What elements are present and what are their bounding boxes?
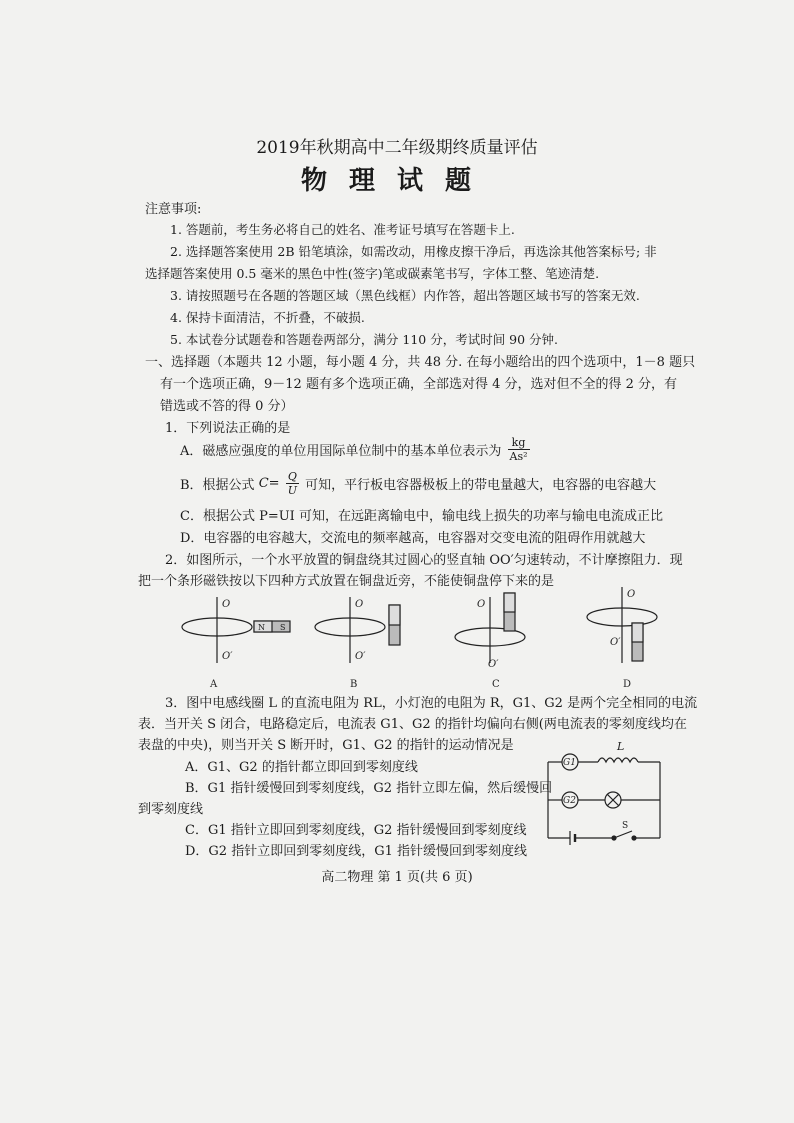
magnet-n: N <box>258 623 265 632</box>
figure-label-d: D <box>623 679 632 690</box>
axis-label-bottom: O′ <box>610 637 621 648</box>
figure-label-b: B <box>350 679 358 690</box>
q2-stem: 把一个条形磁铁按以下四种方式放置在铜盘近旁，不能使铜盘停下来的是 <box>138 574 555 589</box>
subject-title: 物理试题 <box>300 166 493 196</box>
switch-label: S <box>622 821 629 831</box>
q3-option-d: D．G2 指针立即回到零刻度线，G1 指针缓慢回到零刻度线 <box>185 844 527 859</box>
axis-label-top: O <box>477 599 486 610</box>
q1-option-b-text: B．根据公式 <box>180 478 255 493</box>
q1-formula-fraction <box>286 470 299 497</box>
switch-blade <box>614 831 632 838</box>
section-instructions: 错选或不答的得 0 分） <box>160 399 294 414</box>
note-item: 4. 保持卡面清洁，不折叠，不破损. <box>170 310 365 325</box>
circuit-diagram <box>540 738 670 850</box>
g2-label: G2 <box>563 796 576 806</box>
axis-label-bottom: O′ <box>222 651 233 662</box>
notes-heading: 注意事项: <box>145 202 202 217</box>
formula-equals: = <box>268 476 280 491</box>
fraction-denominator: U <box>287 484 297 497</box>
section-instructions: 有一个选项正确，9－12 题有多个选项正确，全部选对得 4 分，选对但不全的得 2 分，有 <box>160 377 678 392</box>
exam-title: 2019年秋期高中二年级期终质量评估 <box>256 138 538 158</box>
q1-stem: 1．下列说法正确的是 <box>165 421 291 436</box>
note-item: 2. 选择题答案使用 2B 铅笔填涂，如需改动，用橡皮擦干净后，再选涂其他答案标号; 非 <box>170 244 657 259</box>
formula-variable: C <box>258 476 269 491</box>
q1-option-b <box>180 470 656 497</box>
q3-option-b: B．G1 指针缓慢回到零刻度线，G2 指针立即左偏，然后缓慢回 <box>185 781 553 796</box>
q1-option-b-tail: 可知，平行板电容器极板上的带电量越大，电容器的电容越大 <box>305 478 657 493</box>
fraction-numerator: kg <box>508 436 530 450</box>
fraction-denominator: As² <box>509 450 528 463</box>
axis-label-top: O <box>355 599 364 610</box>
note-item: 5. 本试卷分试题卷和答题卷两部分，满分 110 分，考试时间 90 分钟. <box>170 332 559 347</box>
inductor-coil <box>598 758 638 762</box>
q1-option-a <box>180 436 532 463</box>
axis-label-bottom: O′ <box>488 659 499 670</box>
axis-label-top: O <box>222 599 231 610</box>
figure-label-c: C <box>492 679 500 690</box>
note-item: 3. 请按照题号在各题的答题区域（黑色线框）内作答，超出答题区域书写的答案无效. <box>170 288 640 303</box>
copper-disk-figure <box>170 585 670 700</box>
q3-stem: 3．图中电感线圈 L 的直流电阻为 RL，小灯泡的电阻为 R，G1、G2 是两个完全相同的电流 <box>165 696 698 711</box>
q3-option-c: C．G1 指针立即回到零刻度线，G2 指针缓慢回到零刻度线 <box>185 823 527 838</box>
q1-option-c: C．根据公式 P=UI 可知，在远距离输电中，输电线上损失的功率与输电电流成正比 <box>180 509 663 524</box>
axis-label-bottom: O′ <box>355 651 366 662</box>
inductor-label: L <box>617 740 625 753</box>
section-instructions: 一、选择题（本题共 12 小题，每小题 4 分，共 48 分. 在每小题给出的四个选项中，1－8 题只 <box>145 355 696 370</box>
g1-label: G1 <box>563 758 576 768</box>
figure-label-a: A <box>210 679 218 690</box>
note-item: 选择题答案使用 0.5 毫米的黑色中性(签字)笔或碳素笔书写，字体工整、笔迹清楚. <box>145 266 600 281</box>
q3-option-b-cont: 到零刻度线 <box>138 802 204 817</box>
note-item: 1. 答题前，考生务必将自己的姓名、准考证号填写在答题卡上. <box>170 222 515 237</box>
magnet-s: S <box>280 623 286 632</box>
axis-label-top: O <box>627 589 636 600</box>
page-footer: 高二物理 第 1 页(共 6 页) <box>321 870 473 885</box>
q2-stem: 2．如图所示，一个水平放置的铜盘绕其过圆心的竖直轴 OO′匀速转动，不计摩擦阻力．现 <box>165 553 683 568</box>
q1-option-d: D．电容器的电容越大，交流电的频率越高，电容器对交变电流的阻碍作用就越大 <box>180 531 646 546</box>
q3-stem: 表．当开关 S 闭合，电路稳定后，电流表 G1、G2 的指针均偏向右侧(两电流表的零刻度线均在 <box>138 717 687 732</box>
q1-option-a-text: A．磁感应强度的单位用国际单位制中的基本单位表示为 <box>180 444 502 459</box>
fraction-numerator: Q <box>286 470 299 484</box>
q3-stem: 表盘的中央)，则当开关 S 断开时，G1、G2 的指针的运动情况是 <box>138 738 514 753</box>
q1-unit-fraction <box>508 436 530 463</box>
q3-option-a: A．G1、G2 的指针都立即回到零刻度线 <box>185 760 418 775</box>
